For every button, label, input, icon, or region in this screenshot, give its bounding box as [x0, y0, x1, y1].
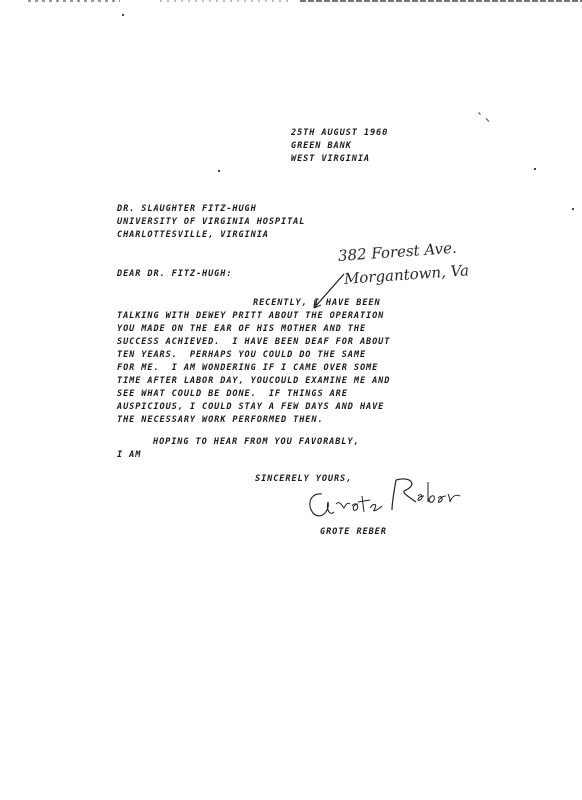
- sign-off: SINCERELY YOURS,: [255, 474, 353, 484]
- recipient-name: DR. SLAUGHTER FITZ-HUGH: [117, 204, 257, 214]
- scan-speck: [122, 14, 124, 16]
- body-line: TIME AFTER LABOR DAY, YOUCOULD EXAMINE ME AND: [117, 376, 391, 386]
- body-line: TEN YEARS. PERHAPS YOU COULD DO THE SAME: [117, 350, 367, 360]
- closing-line: HOPING TO HEAR FROM YOU FAVORABLY,: [153, 437, 360, 447]
- salutation: DEAR DR. FITZ-HUGH:: [117, 269, 233, 279]
- body-line: YOU MADE ON THE EAR OF HIS MOTHER AND THE: [117, 324, 367, 334]
- letter-state: WEST VIRGINIA: [291, 154, 370, 164]
- closing-line: I AM: [117, 450, 142, 460]
- letter-date: 25TH AUGUST 1960: [291, 128, 389, 138]
- body-line: FOR ME. I AM WONDERING IF I CAME OVER SOME: [117, 363, 379, 373]
- scan-speck: [218, 170, 220, 172]
- body-line: AUSPICIOUS, I COULD STAY A FEW DAYS AND HAVE: [117, 402, 385, 412]
- body-line: SUCCESS ACHIEVED. I HAVE BEEN DEAF FOR ABOUT: [117, 337, 391, 347]
- handwritten-address-line1: 382 Forest Ave.: [337, 238, 458, 265]
- body-line: THE NECESSARY WORK PERFORMED THEN.: [117, 415, 324, 425]
- handwritten-address-line2: Morgantown, Va: [343, 261, 470, 288]
- scan-speck: [486, 118, 489, 122]
- scan-speck: [478, 112, 481, 115]
- recipient-org: UNIVERSITY OF VIRGINIA HOSPITAL: [117, 217, 306, 227]
- recipient-city: CHARLOTTESVILLE, VIRGINIA: [117, 230, 269, 240]
- letter-place: GREEN BANK: [291, 141, 352, 151]
- scan-speck: [572, 208, 574, 210]
- body-line: TALKING WITH DEWEY PRITT ABOUT THE OPERATION: [117, 311, 385, 321]
- scan-artifact-top: [0, 0, 582, 6]
- typed-signer-name: GROTE REBER: [320, 527, 387, 537]
- scan-speck: [534, 168, 536, 170]
- handwritten-signature: [300, 474, 475, 522]
- body-line: SEE WHAT COULD BE DONE. IF THINGS ARE: [117, 389, 348, 399]
- body-line: RECENTLY, I HAVE BEEN: [253, 298, 381, 308]
